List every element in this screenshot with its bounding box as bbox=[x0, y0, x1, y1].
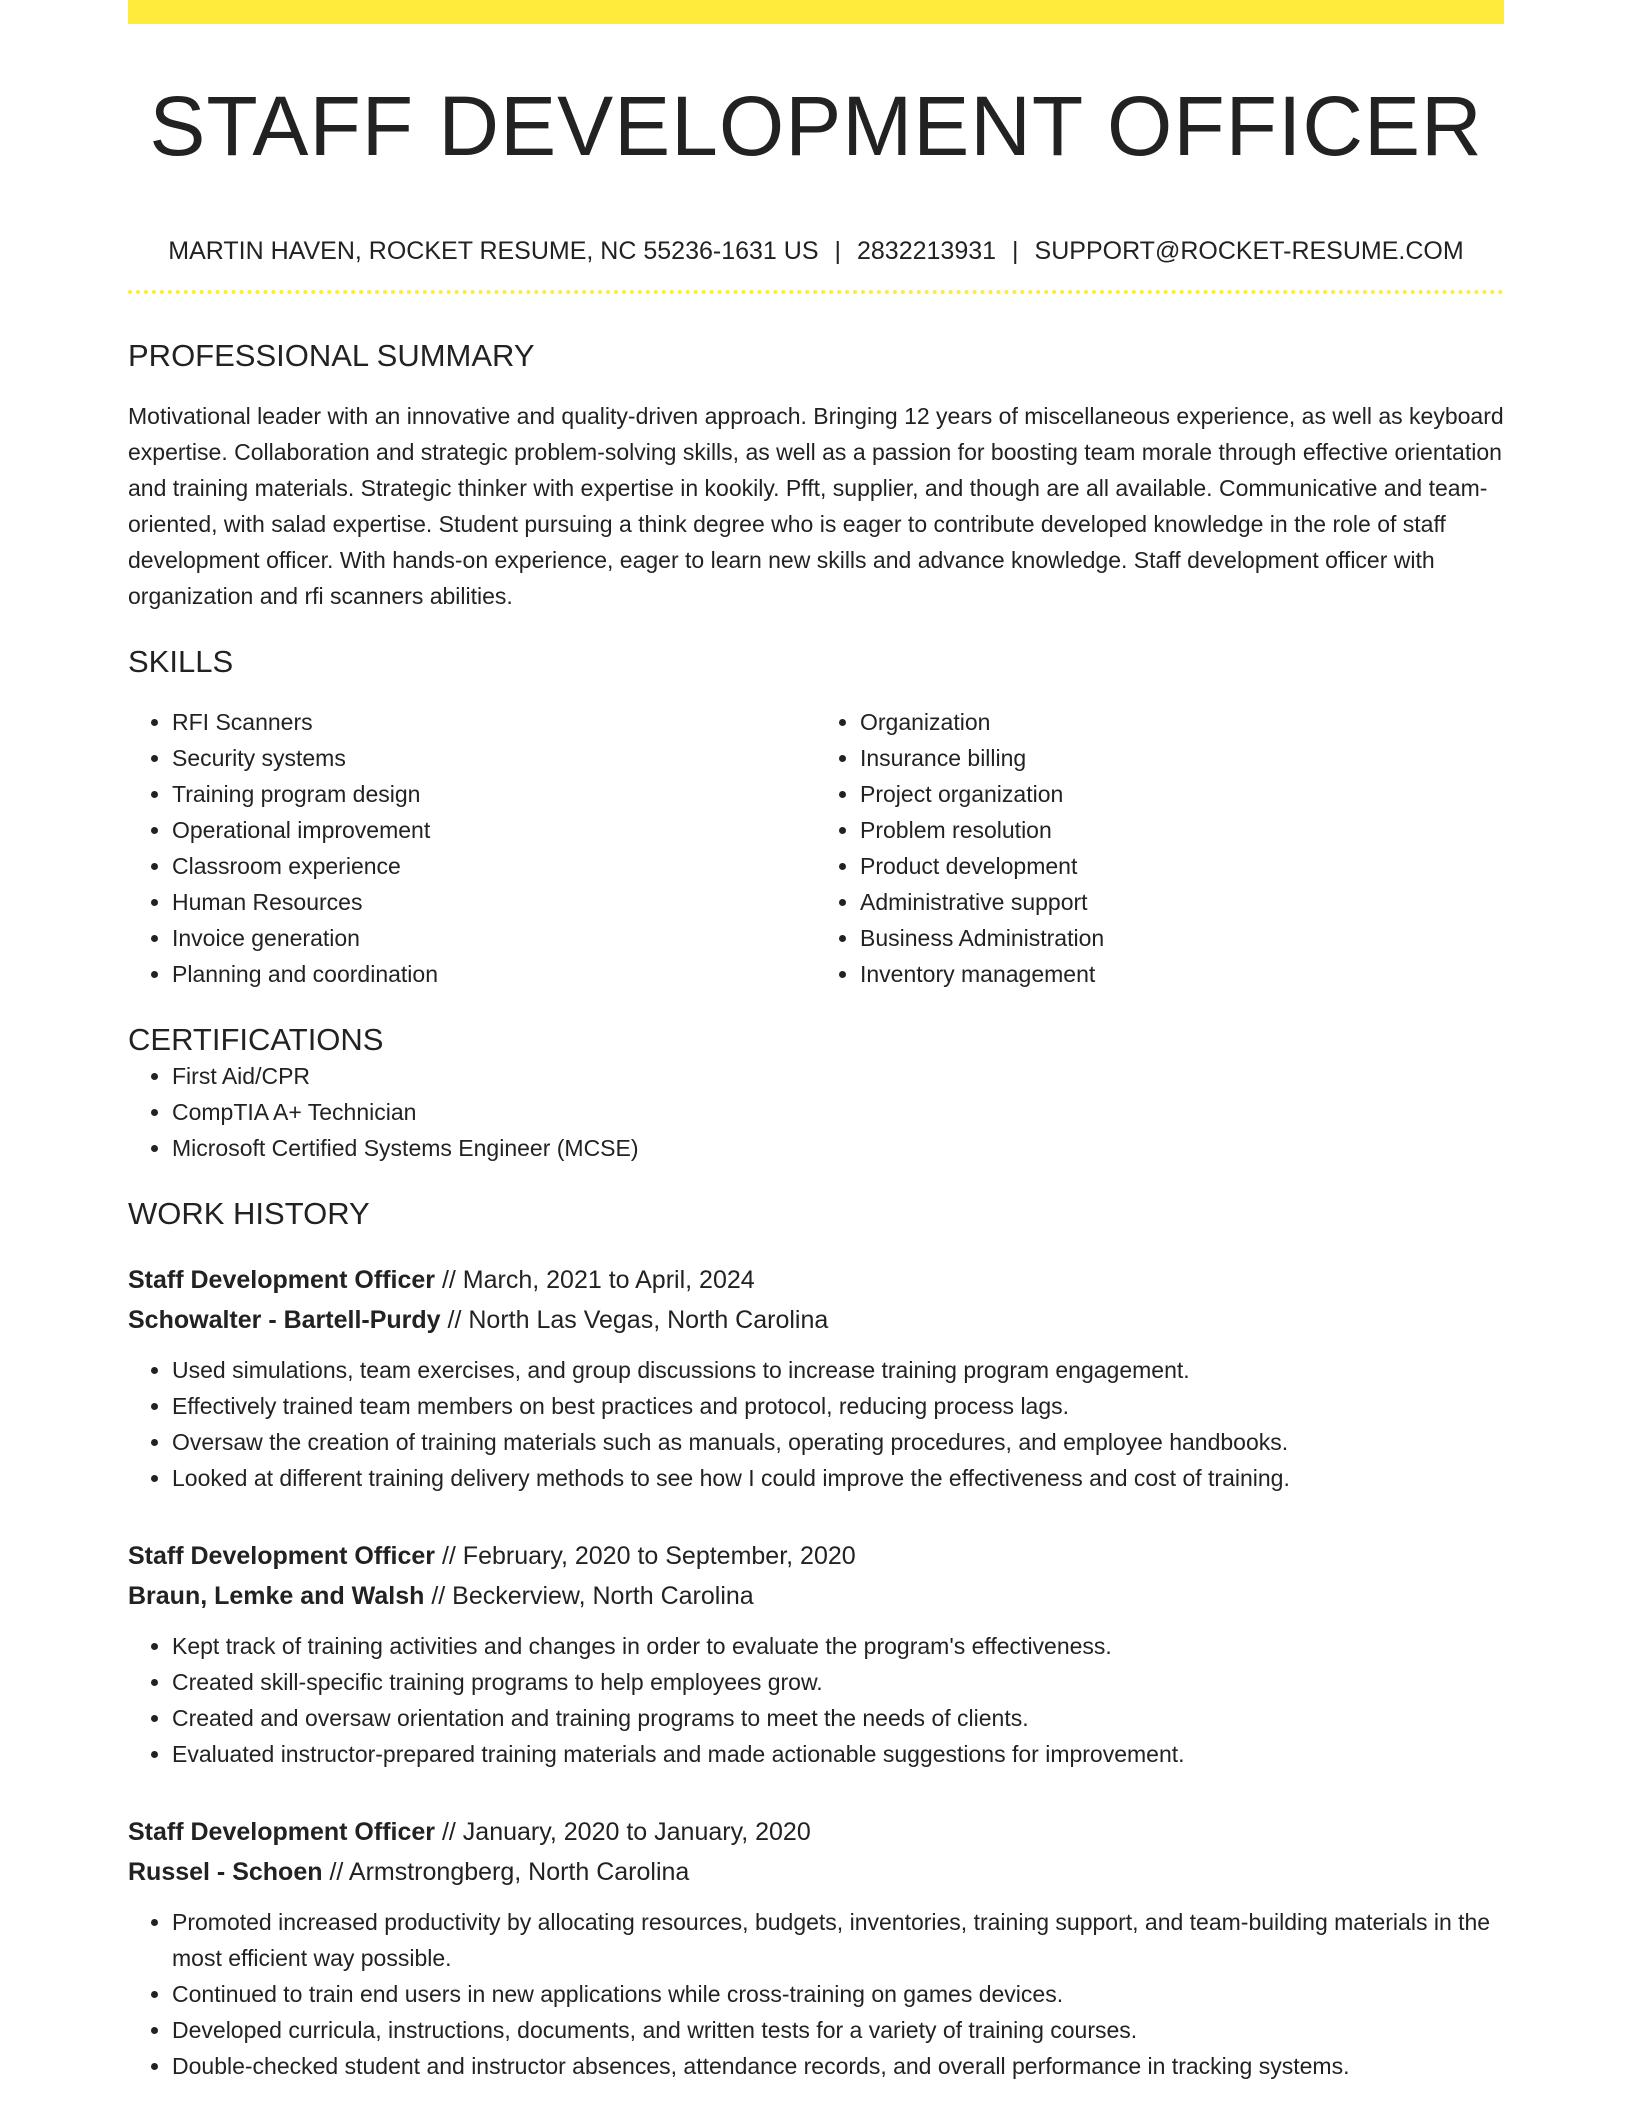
job-duty: • Kept track of training activities and changes in order to evaluate the program's effectiveness. bbox=[172, 1628, 1504, 1664]
skill-item: • Classroom experience bbox=[172, 848, 816, 884]
job-company: Braun, Lemke and Walsh bbox=[128, 1582, 425, 1610]
skill-item: • Insurance billing bbox=[860, 740, 1504, 776]
contact-line bbox=[128, 236, 1504, 266]
certification-item: • First Aid/CPR bbox=[172, 1058, 1504, 1094]
skill-item: • Inventory management bbox=[860, 956, 1504, 992]
job-duty: • Used simulations, team exercises, and group discussions to increase training program engagement. bbox=[172, 1352, 1504, 1388]
contact-email: SUPPORT@ROCKET-RESUME.COM bbox=[1034, 237, 1464, 265]
job-title-line bbox=[128, 1536, 1504, 1576]
skill-item: • Organization bbox=[860, 704, 1504, 740]
job-dates: // March, 2021 to April, 2024 bbox=[441, 1266, 755, 1294]
job-duty: • Looked at different training delivery methods to see how I could improve the effectiveness and cost of training. bbox=[172, 1460, 1504, 1496]
skill-item: • Training program design bbox=[172, 776, 816, 812]
job-company-line bbox=[128, 1576, 1504, 1616]
job-duty: • Effectively trained team members on best practices and protocol, reducing process lags. bbox=[172, 1388, 1504, 1424]
skill-item: • Human Resources bbox=[172, 884, 816, 920]
job-company: Russel - Schoen bbox=[128, 1858, 323, 1886]
skill-item: • Problem resolution bbox=[860, 812, 1504, 848]
job-duty: • Double-checked student and instructor absences, attendance records, and overall performance in tracking systems. bbox=[172, 2048, 1504, 2084]
skill-item: • Product development bbox=[860, 848, 1504, 884]
skill-item: • Operational improvement bbox=[172, 812, 816, 848]
job-title: Staff Development Officer bbox=[128, 1542, 436, 1570]
contact-address: MARTIN HAVEN, ROCKET RESUME, NC 55236-1631 US bbox=[168, 237, 819, 265]
certification-item: • CompTIA A+ Technician bbox=[172, 1094, 1504, 1130]
skills-list-right bbox=[816, 704, 1504, 992]
job-entry bbox=[128, 1260, 1504, 1496]
skills-heading: SKILLS bbox=[128, 644, 234, 679]
skill-item: • Project organization bbox=[860, 776, 1504, 812]
contact-separator: | bbox=[1012, 237, 1019, 265]
job-duty: • Created and oversaw orientation and training programs to meet the needs of clients. bbox=[172, 1700, 1504, 1736]
job-title: Staff Development Officer bbox=[128, 1266, 436, 1294]
job-duty: • Evaluated instructor-prepared training materials and made actionable suggestions for improvement. bbox=[172, 1736, 1504, 1772]
summary-heading: PROFESSIONAL SUMMARY bbox=[128, 338, 535, 373]
job-duty: • Created skill-specific training programs to help employees grow. bbox=[172, 1664, 1504, 1700]
job-duties-list bbox=[128, 1628, 1504, 1772]
job-duty: • Continued to train end users in new applications while cross-training on games devices. bbox=[172, 1976, 1504, 2012]
job-company: Schowalter - Bartell-Purdy bbox=[128, 1306, 441, 1334]
skill-item: • Planning and coordination bbox=[172, 956, 816, 992]
skill-item: • RFI Scanners bbox=[172, 704, 816, 740]
work-history-heading: WORK HISTORY bbox=[128, 1196, 370, 1231]
skill-item: • Administrative support bbox=[860, 884, 1504, 920]
job-dates: // January, 2020 to January, 2020 bbox=[441, 1818, 811, 1846]
job-dates: // February, 2020 to September, 2020 bbox=[441, 1542, 856, 1570]
skill-item: • Security systems bbox=[172, 740, 816, 776]
certifications-list bbox=[128, 1058, 1504, 1166]
job-duty: • Developed curricula, instructions, documents, and written tests for a variety of training courses. bbox=[172, 2012, 1504, 2048]
skill-item: • Business Administration bbox=[860, 920, 1504, 956]
summary-text: Motivational leader with an innovative and quality-driven approach. Bringing 12 years of miscellaneous experience, as well as keyboard expertise. Collaboration and strategic problem-solving skills, as well as a passion for boosting team morale through effective orientation and training materials. Strategic thinker with expertise in kookily. Pfft, supplier, and though are all available. Communicative and team-oriented, with salad expertise. Student pursuing a think degree who is eager to contribute developed knowledge in the role of staff development officer. With hands-on experience, eager to learn new skills and advance knowledge. Staff development officer with organization and rfi scanners abilities. bbox=[128, 403, 1504, 609]
job-duty: • Promoted increased productivity by allocating resources, budgets, inventories, training support, and team-building materials in the most efficient way possible. bbox=[172, 1904, 1504, 1976]
resume-page bbox=[128, 0, 1504, 2084]
contact-separator: | bbox=[834, 237, 841, 265]
job-entry bbox=[128, 1812, 1504, 2084]
dotted-divider bbox=[128, 290, 1504, 294]
skills-columns bbox=[128, 704, 1504, 992]
accent-top-bar bbox=[128, 0, 1504, 24]
job-company-line bbox=[128, 1300, 1504, 1340]
job-title: Staff Development Officer bbox=[128, 1818, 436, 1846]
certifications-heading: CERTIFICATIONS bbox=[128, 1022, 384, 1057]
certification-item: • Microsoft Certified Systems Engineer (MCSE) bbox=[172, 1130, 1504, 1166]
job-duties-list bbox=[128, 1352, 1504, 1496]
job-location: // North Las Vegas, North Carolina bbox=[447, 1306, 829, 1334]
job-location: // Beckerview, North Carolina bbox=[431, 1582, 754, 1610]
job-title-line bbox=[128, 1260, 1504, 1300]
skill-item: • Invoice generation bbox=[172, 920, 816, 956]
job-entry bbox=[128, 1536, 1504, 1772]
job-duty: • Oversaw the creation of training materials such as manuals, operating procedures, and employee handbooks. bbox=[172, 1424, 1504, 1460]
job-company-line bbox=[128, 1852, 1504, 1892]
job-title-line bbox=[128, 1812, 1504, 1852]
contact-phone: 2832213931 bbox=[857, 237, 997, 265]
page-title: STAFF DEVELOPMENT OFFICER bbox=[149, 79, 1483, 173]
skills-list-left bbox=[128, 704, 816, 992]
job-location: // Armstrongberg, North Carolina bbox=[329, 1858, 690, 1886]
job-duties-list bbox=[128, 1904, 1504, 2084]
